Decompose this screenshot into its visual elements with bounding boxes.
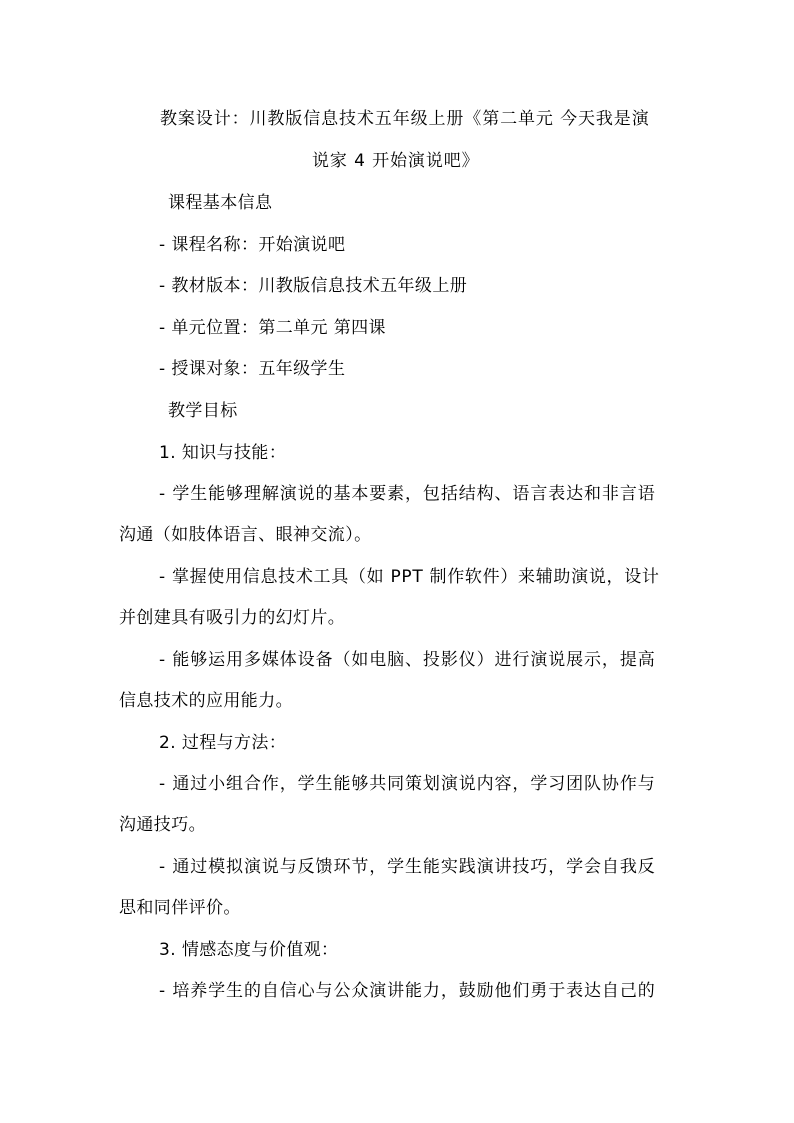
goal-paragraph-line: 信息技术的应用能力。 bbox=[119, 691, 293, 711]
basic-info-item-unit: - 单元位置：第二单元 第四课 bbox=[159, 318, 386, 338]
goal-paragraph-line: 思和同伴评价。 bbox=[119, 898, 241, 918]
document-title-line-1: 教案设计：川教版信息技术五年级上册《第二单元 今天我是演 bbox=[160, 109, 650, 129]
goal-paragraph-line: - 掌握使用信息技术工具（如 PPT 制作软件）来辅助演说，设计 bbox=[159, 567, 660, 587]
document-title-line-2: 说家 4 开始演说吧》 bbox=[312, 151, 480, 171]
goal-section-title-attitude: 3. 情感态度与价值观： bbox=[159, 940, 339, 960]
basic-info-item-audience: - 授课对象：五年级学生 bbox=[159, 359, 346, 379]
goal-paragraph-line: - 通过模拟演说与反馈环节，学生能实践演讲技巧，学会自我反 bbox=[159, 857, 656, 877]
goal-paragraph-line: - 通过小组合作，学生能够共同策划演说内容，学习团队协作与 bbox=[159, 774, 656, 794]
goal-paragraph-line: 沟通（如肢体语言、眼神交流）。 bbox=[119, 525, 372, 545]
goal-section-title-knowledge: 1. 知识与技能： bbox=[159, 443, 287, 463]
goal-paragraph-line: - 能够运用多媒体设备（如电脑、投影仪）进行演说展示，提高 bbox=[159, 650, 656, 670]
basic-info-item-course-name: - 课程名称：开始演说吧 bbox=[159, 235, 346, 255]
basic-info-item-textbook: - 教材版本：川教版信息技术五年级上册 bbox=[159, 276, 468, 296]
goal-paragraph-line: 并创建具有吸引力的幻灯片。 bbox=[119, 608, 346, 628]
goal-section-title-process: 2. 过程与方法： bbox=[159, 733, 287, 753]
basic-info-heading: 课程基本信息 bbox=[168, 193, 273, 213]
goal-paragraph-line: - 学生能够理解演说的基本要素，包括结构、语言表达和非言语 bbox=[159, 484, 656, 504]
goals-heading: 教学目标 bbox=[168, 401, 238, 421]
goal-paragraph-line: - 培养学生的自信心与公众演讲能力，鼓励他们勇于表达自己的 bbox=[159, 981, 656, 1001]
goal-paragraph-line: 沟通技巧。 bbox=[119, 815, 206, 835]
